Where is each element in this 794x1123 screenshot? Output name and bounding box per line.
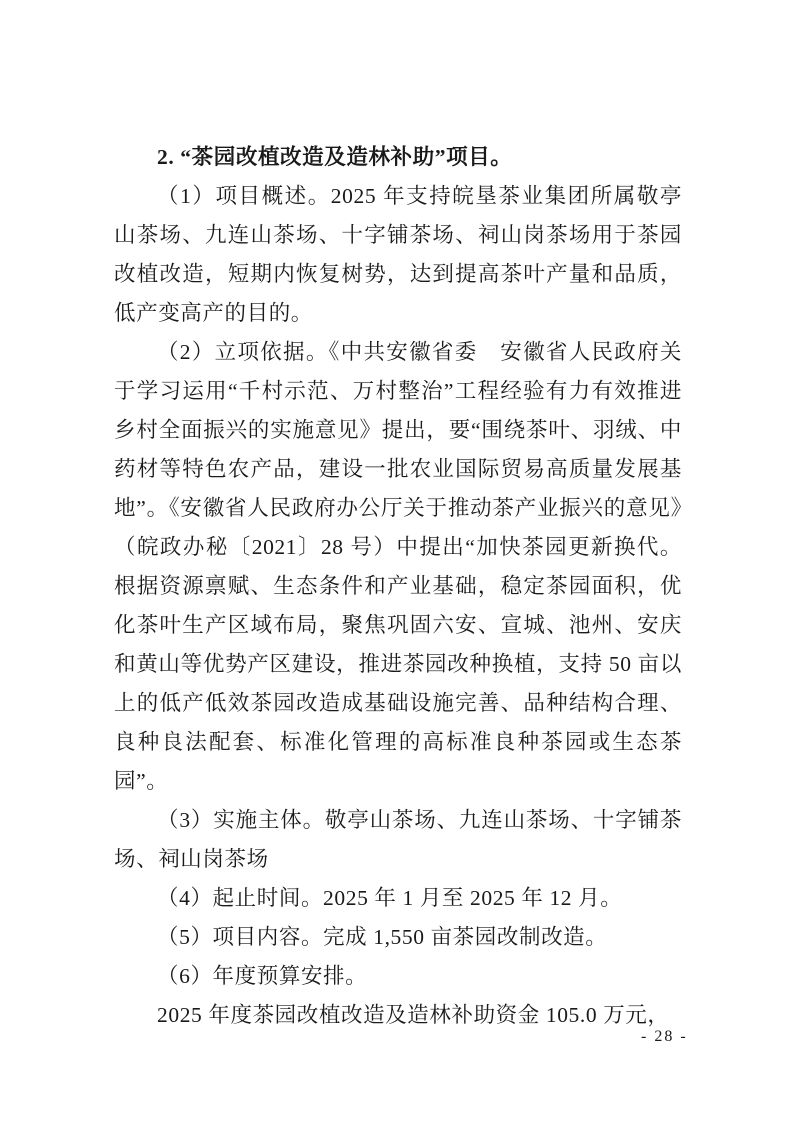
document-body [114,138,682,1035]
paragraph-time-period: （4）起止时间。2025 年 1 月至 2025 年 12 月。 [157,886,623,910]
paragraph-annual-budget: （6）年度预算安排。 [157,964,368,988]
paragraph-budget-amount: 2025 年度茶园改植改造及造林补助资金 105.0 万元， [157,1003,670,1027]
paragraph-implementing-entities: （3）实施主体。敬亭山茶场、九连山茶场、十字铺茶场、祠山岗茶场 [114,808,682,871]
paragraph-project-basis: （2）立项依据。《中共安徽省委 安徽省人民政府关于学习运用“千村示范、万村整治”工程经验有力有效推进乡村全面振兴的实施意见》提出，要“围绕茶叶、羽绒、中药材等特色农产品，建设一批农业国际贸易高质量发展基地”。《安徽省人民政府办公厅关于推动茶产业振兴的意见》（皖政办秘〔2021〕28 号）中提出“加快茶园更新换代。根据资源禀赋、生态条件和产业基础，稳定茶园面积，优化茶叶生产区域布局，聚焦巩固六安、宣城、池州、安庆和黄山等优势产区建设，推进茶园改种换植，支持 50 亩以上的低产低效茶园改造成基础设施完善、品种结构合理、良种良法配套、标准化管理的高标准良种茶园或生态茶园”。 [114,340,682,793]
page-number: - 28 - [641,1028,688,1045]
paragraph-project-overview: （1）项目概述。2025 年支持皖垦茶业集团所属敬亭山茶场、九连山茶场、十字铺茶场、祠山岗茶场用于茶园改植改造，短期内恢复树势，达到提高茶叶产量和品质，低产变高产的目的。 [114,184,682,325]
paragraph-project-content: （5）项目内容。完成 1,550 亩茶园改制改造。 [157,925,608,949]
section-heading: 2. “茶园改植改造及造林补助”项目。 [157,145,513,169]
